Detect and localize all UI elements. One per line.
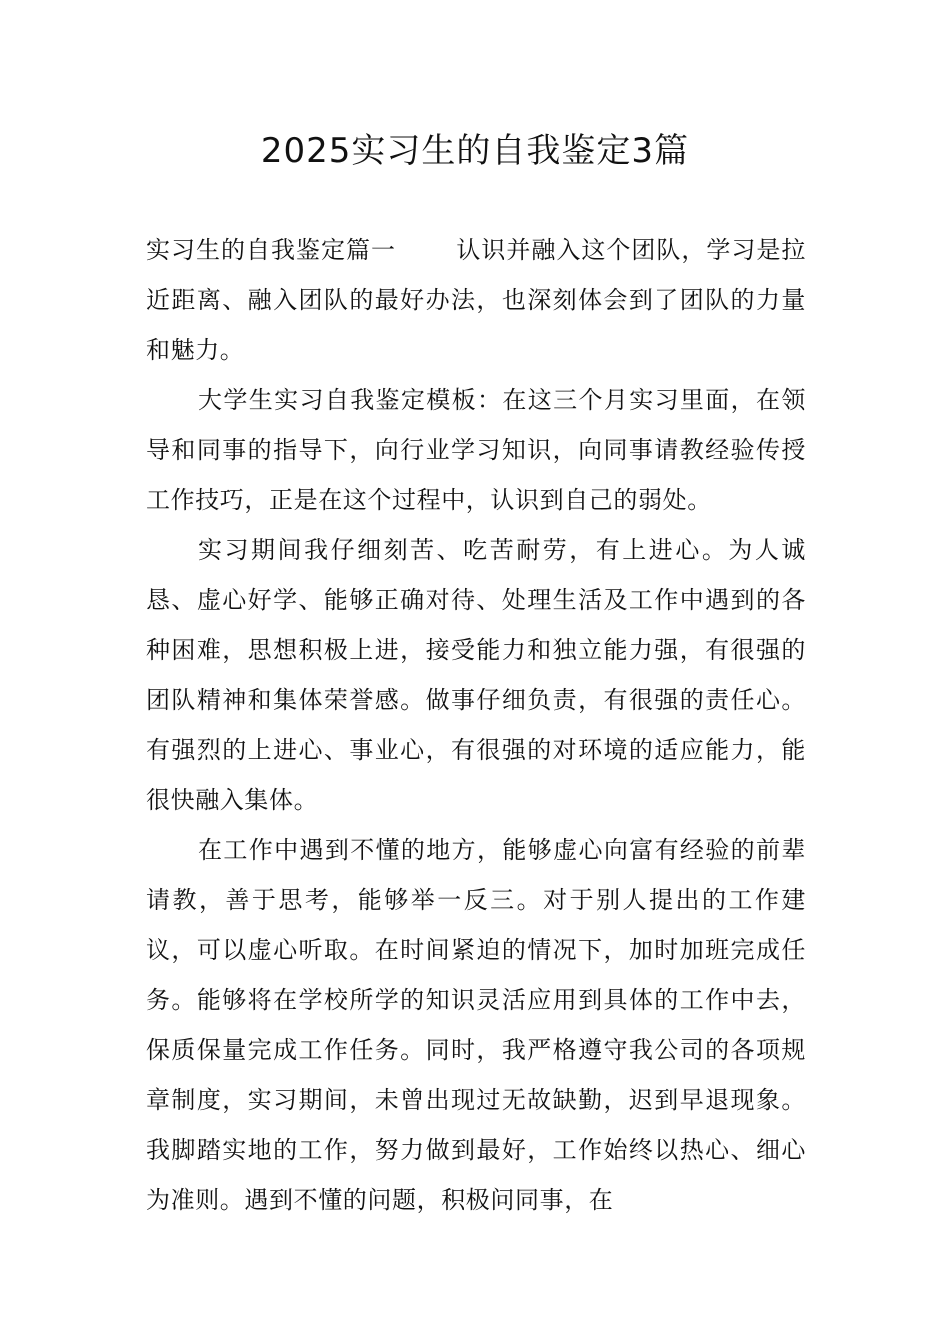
paragraph-4: 在工作中遇到不懂的地方，能够虚心向富有经验的前辈请教，善于思考，能够举一反三。对于别人提出的工作建议，可以虚心听取。在时间紧迫的情况下，加时加班完成任务。能够将在学校所学的知识灵活应用到具体的工作中去，保质保量完成工作任务。同时，我严格遵守我公司的各项规章制度，实习期间，未曾出现过无故缺勤，迟到早退现象。我脚踏实地的工作，努力做到最好，工作始终以热心、细心为准则。遇到不懂的问题，积极问同事，在 — [146, 836, 806, 1214]
paragraph-2: 大学生实习自我鉴定模板：在这三个月实习里面，在领导和同事的指导下，向行业学习知识，向同事请教经验传授工作技巧，正是在这个过程中，认识到自己的弱处。 — [146, 386, 806, 514]
paragraph-1-text: 认识并融入这个团队，学习是拉近距离、融入团队的最好办法，也深刻体会到了团队的力量和魅力。 — [146, 236, 806, 364]
paragraph-1 — [146, 225, 806, 375]
paragraph-3: 实习期间我仔细刻苦、吃苦耐劳，有上进心。为人诚恳、虚心好学、能够正确对待、处理生活及工作中遇到的各种困难，思想积极上进，接受能力和独立能力强，有很强的团队精神和集体荣誉感。做事仔细负责，有很强的责任心。有强烈的上进心、事业心，有很强的对环境的适应能力，能很快融入集体。 — [146, 536, 806, 814]
document-title: 2025实习生的自我鉴定3篇 — [260, 131, 690, 171]
document-body — [146, 225, 806, 1225]
section-heading: 实习生的自我鉴定篇一 — [146, 236, 396, 264]
